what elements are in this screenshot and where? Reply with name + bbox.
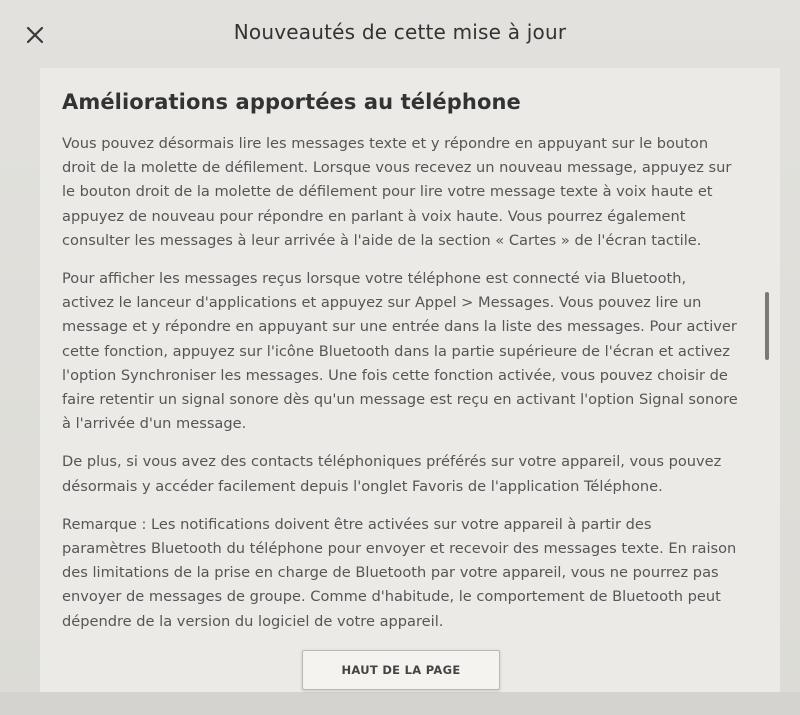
paragraph-bluetooth-messages: Pour afficher les messages reçus lorsque votre téléphone est connecté via Bluetooth, activez le lanceur d'applications et appuyez sur Appel > Messages. Vous pouvez lire un message et y répondre en appuyant sur une entrée dans la liste des messages. Pour activer cette fonction, appuyez sur l'icône Bluetooth dans la partie supérieure de l'écran et activez l'option Synchroniser les messages. Une fois cette fonction activée, vous pouvez choisir de faire retentir un signal sonore dès qu'un message est reçu en activant l'option Signal sonore à l'arrivée d'un message. <box>62 270 738 433</box>
scrollbar-thumb[interactable] <box>765 292 769 360</box>
paragraph-read-reply: Vous pouvez désormais lire les messages texte et y répondre en appuyant sur le bouton droit de la molette de défilement. Lorsque vous recevez un nouveau message, appuyez sur le bouton droit de la molette de défilement pour lire votre message texte à voix haute et appuyez de nouveau pour répondre en parlant à voix haute. Vous pourrez également consulter les messages à leur arrivée à l'aide de la section « Cartes » de l'écran tactile. <box>62 135 732 249</box>
header-bar <box>0 0 800 68</box>
bottom-divider <box>0 692 800 715</box>
paragraph-favorites: De plus, si vous avez des contacts téléphoniques préférés sur votre appareil, vous pouvez désormais y accéder facilement depuis l'onglet Favoris de l'application Téléphone. <box>62 453 722 495</box>
section-title: Améliorations apportées au téléphone <box>62 90 521 114</box>
release-notes-content[interactable] <box>40 68 780 715</box>
page-title: Nouveautés de cette mise à jour <box>233 20 567 44</box>
back-to-top-button[interactable]: HAUT DE LA PAGE <box>302 650 500 690</box>
paragraph-note: Remarque : Les notifications doivent être activées sur votre appareil à partir des paramètres Bluetooth du téléphone pour envoyer et recevoir des messages texte. En raison des limitations de la prise en charge de Bluetooth par votre appareil, vous ne pourrez pas envoyer de messages de groupe. Comme d'habitude, le comportement de Bluetooth peut dépendre de la version du logiciel de votre appareil. <box>62 515 737 630</box>
